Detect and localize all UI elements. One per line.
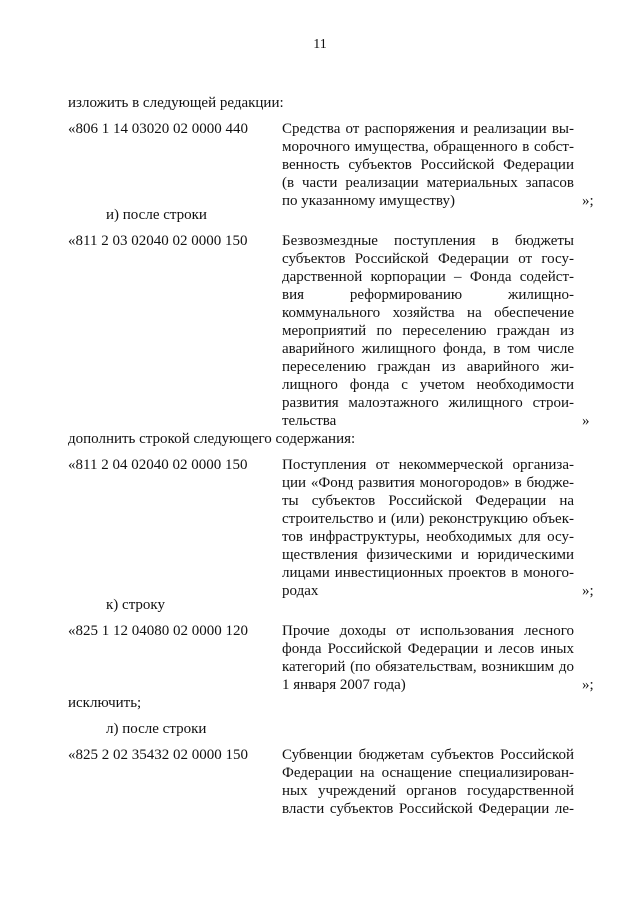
description-line: фонда Российской Федерации и лесов иных (282, 641, 574, 657)
description-line: Федерации на оснащение специализирован- (282, 765, 574, 781)
budget-code: «811 2 04 02040 02 0000 150 (68, 457, 248, 473)
budget-code: «825 1 12 04080 02 0000 120 (68, 623, 248, 639)
description-line: переселению граждан из аварийного жи- (282, 359, 574, 375)
description-line: ных учреждений органов государственной (282, 783, 574, 799)
closing-quote: »; (582, 193, 594, 209)
description-line: (в части реализации материальных запасов (282, 175, 574, 191)
closing-quote: »; (582, 677, 594, 693)
description-line: власти субъектов Российской Федерации ле- (282, 801, 574, 817)
entry-description (282, 746, 574, 818)
description-line: Безвозмездные поступления в бюджеты (282, 233, 574, 249)
description-line: лицами инвестиционных проектов в моного- (282, 565, 574, 581)
instruction-line: л) после строки (106, 721, 207, 737)
entry-description (282, 120, 574, 210)
description-line: 1 января 2007 года) (282, 677, 406, 693)
instruction-line: и) после строки (106, 207, 207, 223)
budget-code: «825 2 02 35432 02 0000 150 (68, 747, 248, 763)
description-line: Средства от распоряжения и реализации вы- (282, 121, 574, 137)
instruction-line: исключить; (68, 695, 142, 711)
description-line: морочного имущества, обращенного в собст- (282, 139, 574, 155)
description-line: дарственной корпорации – Фонда содейст- (282, 269, 574, 285)
budget-code: «806 1 14 03020 02 0000 440 (68, 121, 248, 137)
entry-description (282, 232, 574, 430)
description-line: мероприятий по переселению граждан из (282, 323, 574, 339)
entry-description (282, 456, 574, 600)
description-line: по указанному имуществу) (282, 193, 455, 209)
description-line: коммунального хозяйства на обеспечение (282, 305, 574, 321)
description-line: субъектов Российской Федерации от госу- (282, 251, 574, 267)
budget-code: «811 2 03 02040 02 0000 150 (68, 233, 248, 249)
description-line: Прочие доходы от использования лесного (282, 623, 574, 639)
description-line: ты субъектов Российской Федерации на (282, 493, 574, 509)
page-number: 11 (313, 37, 327, 52)
closing-quote: »; (582, 583, 594, 599)
description-line: строительство и (или) реконструкцию объек- (282, 511, 574, 527)
instruction-line: к) строку (106, 597, 166, 613)
description-line: венность субъектов Российской Федерации (282, 157, 574, 173)
entry-description (282, 622, 574, 694)
description-line: тельства (282, 413, 337, 429)
description-line: Поступления от некоммерческой организа- (282, 457, 574, 473)
description-line: тов инфраструктуры, необходимых для осу- (282, 529, 574, 545)
description-line: вия реформированию жилищно- (282, 287, 574, 303)
instruction-line: изложить в следующей редакции: (68, 95, 284, 111)
description-line: родах (282, 583, 319, 599)
description-line: ществления физическими и юридическими (282, 547, 574, 563)
description-line: аварийного жилищного фонда, в том числе (282, 341, 574, 357)
instruction-line: дополнить строкой следующего содержания: (68, 431, 356, 447)
closing-quote: » (582, 413, 590, 429)
description-line: развития малоэтажного жилищного строи- (282, 395, 574, 411)
description-line: Субвенции бюджетам субъектов Российской (282, 747, 574, 763)
description-line: лищного фонда с учетом необходимости (282, 377, 574, 393)
description-line: ции «Фонд развития моногородов» в бюдже- (282, 475, 574, 491)
description-line: категорий (по обязательствам, возникшим до (282, 659, 574, 675)
